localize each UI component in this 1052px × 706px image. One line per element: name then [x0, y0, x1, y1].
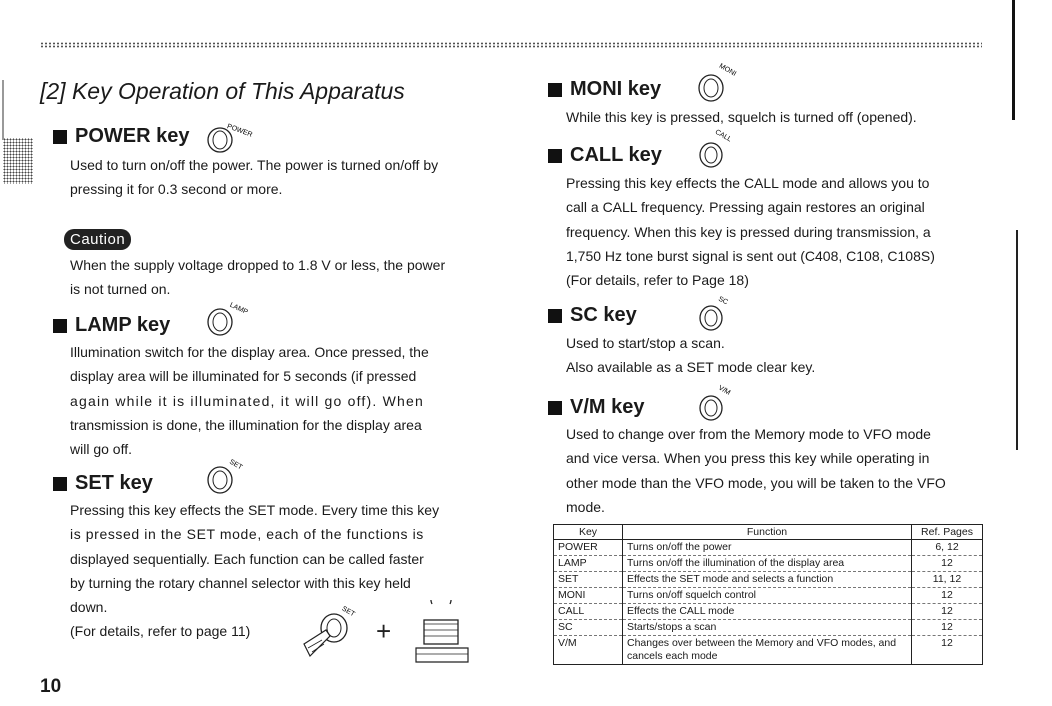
page-edge-mark: [1016, 230, 1018, 450]
text-line: is not turned on.: [70, 281, 171, 298]
text-line: and vice versa. When you press this key while operating in: [566, 450, 930, 467]
call-button-icon: [694, 128, 754, 170]
table-row: [554, 556, 983, 572]
table-header: Key: [554, 525, 623, 540]
page-heading: [2] Key Operation of This Apparatus: [40, 78, 405, 104]
moni-key-label: MONI key: [570, 78, 662, 100]
bullet-square-icon: [53, 130, 67, 144]
text-line: (For details, refer to Page 18): [566, 272, 749, 289]
text-line: frequency. When this key is pressed during transmission, a: [566, 223, 931, 240]
table-cell: 12: [912, 556, 983, 572]
table-cell: Starts/stops a scan: [623, 620, 912, 636]
table-cell: 11, 12: [912, 572, 983, 588]
svg-text:SET: SET: [340, 605, 356, 619]
text-line: pressing it for 0.3 second or more.: [70, 181, 283, 198]
power-button-icon: [203, 120, 263, 156]
set-plus-dial-illustration: [296, 600, 486, 668]
vm-button-icon: [694, 382, 754, 424]
text-line: When the supply voltage dropped to 1.8 V or less, the power: [70, 257, 446, 273]
table-row: [554, 572, 983, 588]
text-line: other mode than the VFO mode, you will be taken to the VFO: [566, 474, 946, 491]
text-line: While this key is pressed, squelch is turned off (opened).: [566, 109, 917, 125]
lamp-key-label: LAMP key: [75, 314, 171, 336]
text-line: 1,750 Hz tone burst signal is sent out (C408, C108, C108S): [566, 247, 935, 264]
text-line: Used to change over from the Memory mode to VFO mode: [566, 426, 931, 442]
table-cell: Effects the SET mode and selects a function: [623, 572, 912, 588]
bullet-square-icon: [548, 401, 562, 415]
power-description: [70, 153, 484, 202]
table-cell: Effects the CALL mode: [623, 604, 912, 620]
bullet-square-icon: [548, 83, 562, 97]
table-cell: Turns on/off squelch control: [623, 588, 912, 604]
power-key-label: POWER key: [75, 125, 190, 147]
table-cell: MONI: [554, 588, 623, 604]
text-line: mode.: [566, 498, 605, 515]
plus-sign: +: [376, 616, 392, 646]
text-line: transmission is done, the illumination for the display area: [70, 416, 422, 433]
table-row: [554, 604, 983, 620]
vm-knob-label: V/M: [717, 384, 732, 397]
table-header-row: [554, 525, 983, 540]
text-line: Also available as a SET mode clear key.: [566, 359, 816, 376]
moni-key-title: [548, 78, 661, 101]
table-cell: 12: [912, 636, 983, 665]
power-key-title: [53, 125, 189, 148]
table-cell: Turns on/off the illumination of the display area: [623, 556, 912, 572]
set-key-label: SET key: [75, 472, 153, 494]
vm-key-title: [548, 396, 644, 419]
table-header: Function: [623, 525, 912, 540]
set-button-icon: [203, 456, 263, 496]
text-line: Illumination switch for the display area. Once pressed, the: [70, 344, 429, 360]
text-line: call a CALL frequency. Pressing again restores an original: [566, 199, 925, 216]
table-cell: 12: [912, 604, 983, 620]
table-row: [554, 540, 983, 556]
section-tab-marker: [3, 138, 33, 184]
bullet-square-icon: [53, 477, 67, 491]
table-cell: 12: [912, 588, 983, 604]
lamp-button-icon: [203, 300, 263, 340]
set-knob-label: SET: [228, 458, 244, 472]
moni-description: [566, 105, 984, 129]
sc-knob-label: SC: [717, 295, 729, 307]
table-row: [554, 620, 983, 636]
table-cell: 12: [912, 620, 983, 636]
text-line: is pressed in the SET mode, each of the functions is: [70, 526, 424, 543]
vm-description: [566, 422, 984, 519]
margin-mark: [2, 80, 4, 140]
moni-button-icon: [694, 62, 754, 104]
text-line: down.: [70, 599, 108, 616]
text-line: (For details, refer to page 11): [70, 623, 251, 640]
rotary-dial-icon: [416, 600, 468, 662]
text-line: Used to turn on/off the power. The power is turned on/off by: [70, 157, 439, 173]
text-line: Used to start/stop a scan.: [566, 335, 725, 351]
call-knob-label: CALL: [713, 128, 733, 144]
key-function-table: [553, 524, 983, 665]
text-line: Pressing this key effects the SET mode. Every time this key: [70, 502, 440, 518]
sc-key-label: SC key: [570, 304, 637, 326]
table-cell: SET: [554, 572, 623, 588]
bullet-square-icon: [53, 319, 67, 333]
caution-text: [70, 253, 484, 302]
call-key-title: [548, 144, 662, 167]
table-cell: SC: [554, 620, 623, 636]
bullet-square-icon: [548, 149, 562, 163]
sc-button-icon: [694, 293, 754, 335]
sc-key-title: [548, 304, 637, 327]
table-cell: 6, 12: [912, 540, 983, 556]
power-knob-label: POWER: [225, 123, 254, 139]
text-line: will go off.: [70, 441, 132, 458]
text-line: display area will be illuminated for 5 seconds (if pressed: [70, 368, 417, 385]
moni-knob-label: MONI: [717, 62, 738, 78]
call-description: [566, 171, 984, 292]
lamp-description: [70, 340, 484, 461]
call-key-label: CALL key: [570, 144, 662, 166]
bullet-square-icon: [548, 309, 562, 323]
table-cell: V/M: [554, 636, 623, 665]
page-number: 10: [40, 676, 62, 697]
table-cell: Turns on/off the power: [623, 540, 912, 556]
table-cell: CALL: [554, 604, 623, 620]
text-line: again while it is illuminated, it will go off). When: [70, 392, 424, 409]
text-line: by turning the rotary channel selector with this key held: [70, 574, 411, 591]
top-dotted-rule: [40, 42, 982, 48]
page-edge-mark: [1012, 0, 1015, 120]
table-cell: LAMP: [554, 556, 623, 572]
lamp-knob-label: LAMP: [228, 301, 249, 317]
caution-badge: Caution: [64, 229, 131, 250]
table-cell: Changes over between the Memory and VFO modes, and cancels each mode: [627, 637, 897, 662]
table-header: Ref. Pages: [912, 525, 983, 540]
table-row: [554, 636, 983, 665]
lamp-key-title: [53, 314, 170, 337]
sc-description: [566, 331, 984, 380]
text-line: displayed sequentially. Each function can be called faster: [70, 550, 424, 567]
vm-key-label: V/M key: [570, 396, 645, 418]
table-row: [554, 588, 983, 604]
text-line: Pressing this key effects the CALL mode and allows you to: [566, 175, 930, 191]
finger-press-set-icon: [304, 605, 356, 656]
set-key-title: [53, 472, 153, 495]
table-cell: POWER: [554, 540, 623, 556]
